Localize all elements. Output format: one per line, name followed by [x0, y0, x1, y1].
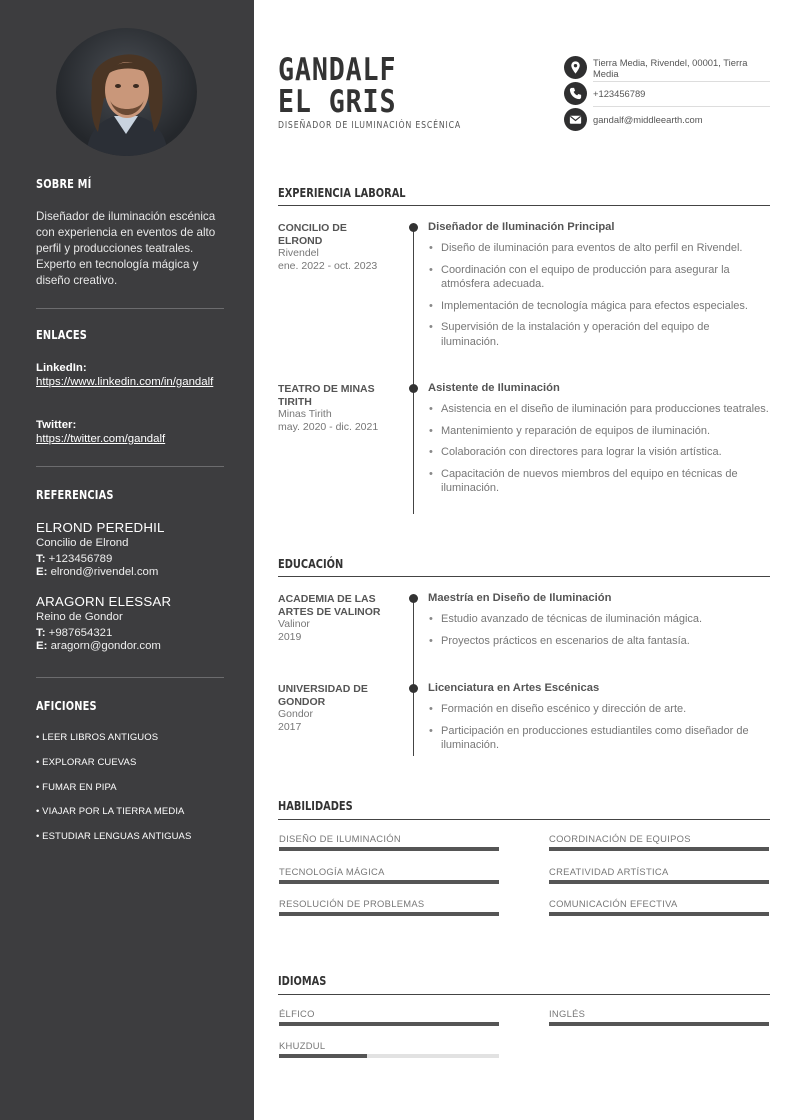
timeline-line — [413, 598, 414, 756]
skill-bar-fill — [279, 880, 499, 884]
language-bar-fill — [549, 1022, 769, 1026]
language-item — [279, 1008, 499, 1026]
position-title: Asistente de Iluminación — [428, 382, 560, 394]
language-item — [279, 1040, 499, 1058]
name-line-1: GANDALF — [278, 52, 397, 88]
skill-item — [549, 866, 769, 884]
skill-bar — [279, 847, 499, 851]
contact-block — [564, 56, 770, 146]
org-name: ACADEMIA DE LAS ARTES DE VALINOR — [278, 593, 381, 618]
list-item: • Supervisión de la instalación y operación del equipo de iluminación. — [428, 320, 770, 349]
link-label: LinkedIn: — [36, 362, 87, 374]
experience-item — [428, 221, 770, 357]
list-item: • Implementación de tecnología mágica para efectos especiales. — [428, 299, 770, 314]
experience-title: EXPERIENCIA LABORAL — [278, 186, 406, 200]
degree-title: Licenciatura en Artes Escénicas — [428, 682, 600, 694]
contact-divider — [593, 81, 770, 82]
contact-phone: +123456789 — [593, 88, 646, 99]
reference-phone: T: +987654321 — [36, 627, 113, 639]
org-location: Rivendel — [278, 247, 319, 259]
reference-item — [36, 594, 224, 652]
timeline-dot — [409, 223, 418, 232]
location-pin-icon — [564, 56, 587, 79]
phone-icon — [564, 82, 587, 105]
reference-org: Concilio de Elrond — [36, 537, 129, 549]
skill-bar-fill — [279, 912, 499, 916]
degree-title: Maestría en Diseño de Iluminación — [428, 592, 612, 604]
references-title: REFERENCIAS — [36, 488, 114, 502]
language-label: KHUZDUL — [279, 1040, 326, 1051]
experience-item — [428, 382, 770, 503]
timeline-line — [413, 228, 414, 514]
language-item — [549, 1008, 769, 1026]
skill-bar-fill — [279, 847, 499, 851]
list-item: • Estudio avanzado de técnicas de iluminación mágica. — [428, 612, 770, 627]
org-dates: 2017 — [278, 721, 302, 733]
section-rule — [278, 576, 770, 577]
reference-phone: T: +123456789 — [36, 553, 113, 565]
skill-bar — [279, 912, 499, 916]
name-line-2: EL GRIS — [278, 84, 397, 120]
skill-bar-fill — [549, 847, 769, 851]
list-item: • Formación en diseño escénico y dirección de arte. — [428, 702, 770, 717]
reference-name: ARAGORN ELESSAR — [36, 594, 172, 609]
job-role: DISEÑADOR DE ILUMINACIÓN ESCÉNICA — [278, 120, 462, 131]
skill-bar-fill — [549, 880, 769, 884]
language-label: INGLÉS — [549, 1008, 586, 1019]
portrait-image — [56, 28, 197, 156]
sidebar — [0, 0, 254, 1120]
about-title: SOBRE MÍ — [36, 177, 92, 191]
experience-org — [278, 383, 390, 434]
org-location: Valinor — [278, 618, 310, 630]
skill-item — [549, 898, 769, 916]
section-rule — [278, 819, 770, 820]
org-dates: may. 2020 - dic. 2021 — [278, 421, 379, 433]
language-bar-fill — [279, 1022, 499, 1026]
timeline-dot — [409, 684, 418, 693]
education-item — [428, 682, 770, 760]
reference-email: E: elrond@rivendel.com — [36, 566, 159, 578]
divider — [36, 466, 224, 467]
skill-label: RESOLUCIÓN DE PROBLEMAS — [279, 898, 425, 909]
reference-item — [36, 520, 224, 578]
section-rule — [278, 205, 770, 206]
timeline-dot — [409, 594, 418, 603]
mail-icon — [564, 108, 587, 131]
twitter-link[interactable]: https://twitter.com/gandalf — [36, 433, 166, 445]
contact-divider — [593, 106, 770, 107]
education-item — [428, 592, 770, 655]
education-org — [278, 683, 390, 734]
org-dates: 2019 — [278, 631, 302, 643]
hobby-item: • EXPLORAR CUEVAS — [36, 757, 137, 768]
list-item: • Participación en producciones estudiantiles como diseñador de iluminación. — [428, 724, 770, 753]
position-title: Diseñador de Iluminación Principal — [428, 221, 615, 233]
org-dates: ene. 2022 - oct. 2023 — [278, 260, 378, 272]
list-item: • Asistencia en el diseño de iluminación para producciones teatrales. — [428, 402, 770, 417]
divider — [36, 308, 224, 309]
linkedin-link[interactable]: https://www.linkedin.com/in/gandalf — [36, 376, 214, 388]
language-label: ÉLFICO — [279, 1008, 315, 1019]
hobby-item: • FUMAR EN PIPA — [36, 782, 117, 793]
skill-item — [279, 833, 499, 851]
org-name: UNIVERSIDAD DE GONDOR — [278, 683, 368, 708]
language-bar — [549, 1022, 769, 1026]
skill-item — [549, 833, 769, 851]
list-item: • Coordinación con el equipo de producción para asegurar la atmósfera adecuada. — [428, 263, 770, 292]
reference-email: E: aragorn@gondor.com — [36, 640, 161, 652]
skills-title: HABILIDADES — [278, 799, 353, 813]
link-label: Twitter: — [36, 419, 77, 431]
divider — [36, 677, 224, 678]
link-twitter — [36, 419, 224, 446]
skill-bar-fill — [549, 912, 769, 916]
list-item: • Diseño de iluminación para eventos de alto perfil en Rivendel. — [428, 241, 770, 256]
hobby-item: • ESTUDIAR LENGUAS ANTIGUAS — [36, 831, 192, 842]
education-org — [278, 593, 390, 644]
language-bar — [279, 1054, 499, 1058]
about-text: Diseñador de iluminación escénica con experiencia en eventos de alto perfil y producciones teatrales. Experto en tecnología mágica y diseño creativo. — [36, 210, 216, 287]
skill-label: COMUNICACIÓN EFECTIVA — [549, 898, 678, 909]
skill-item — [279, 866, 499, 884]
org-location: Minas Tirith — [278, 408, 332, 420]
hobby-item: • VIAJAR POR LA TIERRA MEDIA — [36, 806, 185, 817]
list-item: • Proyectos prácticos en escenarios de alta fantasía. — [428, 634, 770, 649]
reference-name: ELROND PEREDHIL — [36, 520, 165, 535]
language-bar-fill — [279, 1054, 367, 1058]
contact-address: Tierra Media, Rivendel, 00001, Tierra Media — [593, 57, 748, 79]
skill-label: COORDINACIÓN DE EQUIPOS — [549, 833, 691, 844]
skill-item — [279, 898, 499, 916]
link-linkedin — [36, 362, 224, 389]
list-item: • Capacitación de nuevos miembros del equipo en técnicas de iluminación. — [428, 467, 770, 496]
education-title: EDUCACIÓN — [278, 557, 344, 571]
links-title: ENLACES — [36, 328, 88, 342]
hobbies-title: AFICIONES — [36, 699, 97, 713]
profile-photo — [56, 28, 197, 156]
contact-email[interactable]: gandalf@middleearth.com — [593, 114, 703, 125]
languages-title: IDIOMAS — [278, 974, 327, 988]
section-rule — [278, 994, 770, 995]
experience-org — [278, 222, 390, 273]
language-bar — [279, 1022, 499, 1026]
list-item: • Colaboración con directores para lograr la visión artística. — [428, 445, 770, 460]
skill-label: TECNOLOGÍA MÁGICA — [279, 866, 385, 877]
skill-bar — [549, 880, 769, 884]
skill-bar — [549, 847, 769, 851]
org-name: CONCILIO DE ELROND — [278, 222, 347, 247]
list-item: • Mantenimiento y reparación de equipos de iluminación. — [428, 424, 770, 439]
org-location: Gondor — [278, 708, 314, 720]
org-name: TEATRO DE MINAS TIRITH — [278, 383, 375, 408]
reference-org: Reino de Gondor — [36, 611, 123, 623]
skill-bar — [549, 912, 769, 916]
hobby-item: • LEER LIBROS ANTIGUOS — [36, 732, 159, 743]
timeline-dot — [409, 384, 418, 393]
skill-bar — [279, 880, 499, 884]
skill-label: DISEÑO DE ILUMINACIÓN — [279, 833, 401, 844]
skill-label: CREATIVIDAD ARTÍSTICA — [549, 866, 669, 877]
